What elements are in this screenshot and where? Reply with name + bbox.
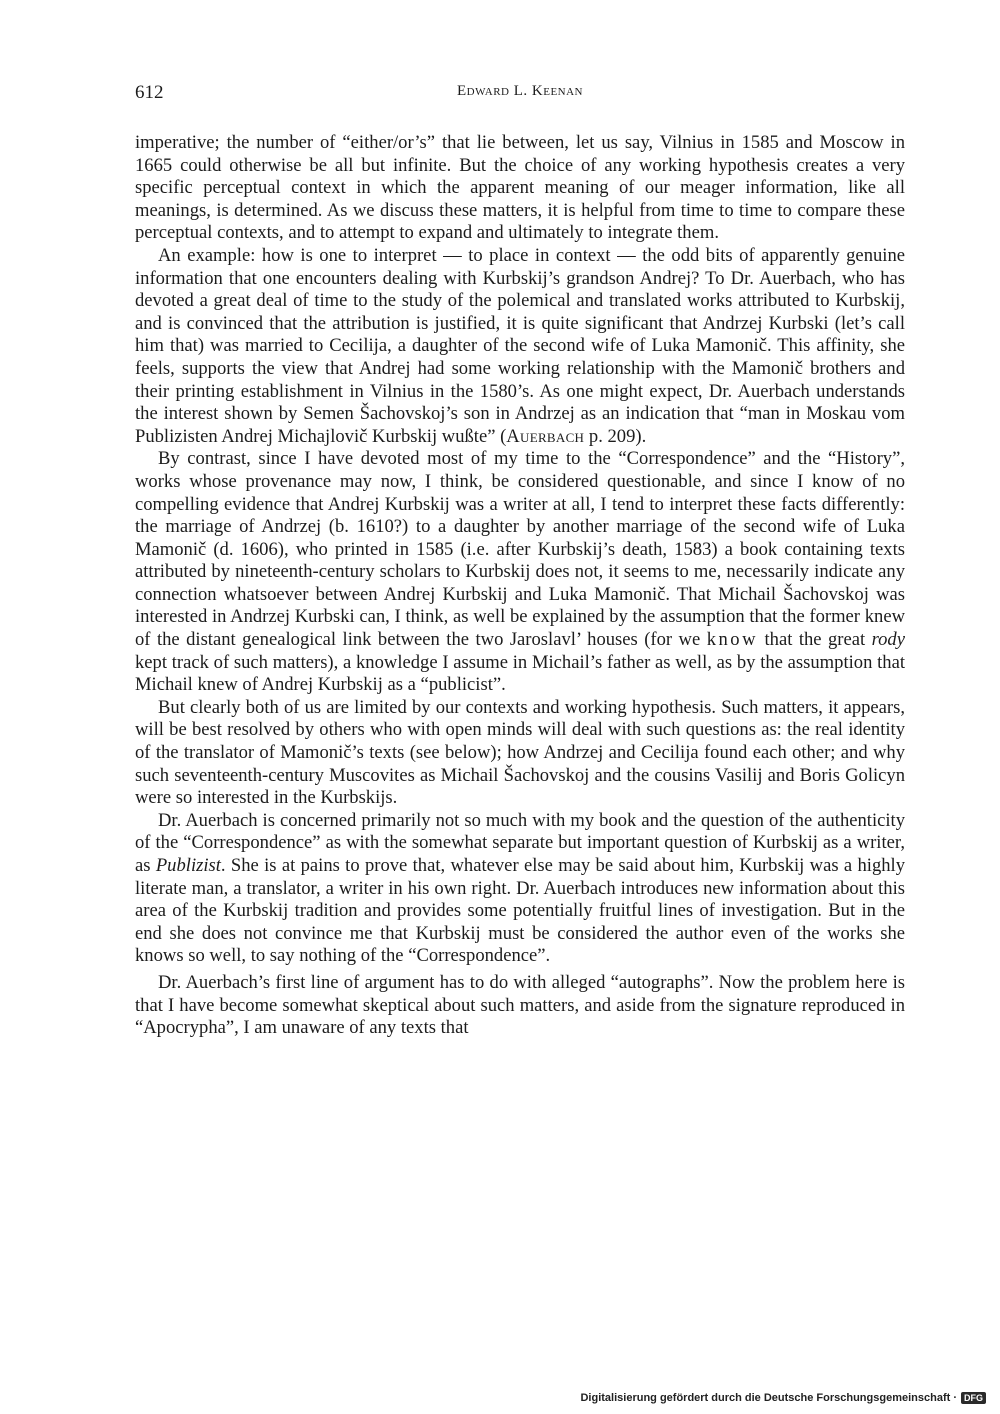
italic-publizist: Publizist (155, 855, 221, 876)
paragraph-5 (135, 810, 905, 968)
body-text (135, 132, 905, 1040)
paragraph-3 (135, 448, 905, 697)
running-head: Edward L. Keenan (456, 83, 583, 99)
paragraph-3-text-a: By contrast, since I have devoted most of my time to the “Correspondence” and the “History”, works whose provenance may now, I think, be considered questionable, and since I know of no compelling evidence that Andrej Kurbskij was a writer at all, I tend to interpret these facts differently: the marriage of Andrzej (b. 1610?) to a daughter by another marriage of the second wife of Luka Mamonič (d. 1606), who printed in 1585 (i.e. after Kurbskij’s death, 1583) a book containing texts attributed by nineteenth-century scholars to Kurbskij does not, it seems to me, necessarily indicate any connection whatsoever between Andrej Kurbskij and Luka Mamonič. That Michail Šachovskoj was interested in Andrzej Kurbski can, I think, as well be explained by the assumption that the former knew of the distant genealogical link between the two Jaroslavl’ houses (for we (135, 448, 905, 651)
italic-rody: rody (871, 629, 905, 651)
citation-auerbach: Auerbach (506, 425, 585, 447)
digitization-credit (580, 1392, 986, 1404)
paragraph-6: Dr. Auerbach’s first line of argument has to do with alleged “autographs”. Now the problem here is that I have become somewhat skeptical about such matters, and aside from the signature reproduced in “Apocrypha”, I am unaware of any texts that (135, 971, 905, 1039)
emphasis-know: know (706, 629, 759, 651)
paragraph-2 (135, 245, 905, 448)
credit-text: Digitalisierung gefördert durch die Deutsche Forschungsgemeinschaft · (580, 1392, 957, 1404)
paragraph-2-end: p. 209). (584, 425, 647, 447)
dfg-logo-icon: DFG (961, 1392, 986, 1404)
paragraph-4: But clearly both of us are limited by our contexts and working hypothesis. Such matters, it appears, will be best resolved by others who with open minds will deal with such questions as: the real identity of the translator of Mamonič’s texts (see below); how Andrzej and Cecilija found each other; and why such seventeenth-century Muscovites as Michail Šachovskoj and the cousins Vasilij and Boris Golicyn were so interested in the Kurbskijs. (135, 696, 905, 809)
page-number: 612 (135, 82, 164, 103)
paragraph-3-text-c: kept track of such matters), a knowledge I assume in Michail’s father as well, as by the assumption that Michail knew of Andrej Kurbskij as a “publicist”. (135, 651, 905, 696)
paragraph-3-text-b: that the great (758, 629, 872, 651)
page-header (135, 82, 905, 108)
paragraph-5-text-a: Dr. Auerbach is concerned primarily not so much with my book and the question of the authenticity of the “Correspondence” as with the somewhat separate but important question of Kurbskij as a writer, as (135, 809, 905, 876)
paragraph-1: imperative; the number of “either/or’s” that lie between, let us say, Vilnius in 1585 and Moscow in 1665 could otherwise be all but infinite. But the choice of any working hypothesis creates a very specific perceptual context in which the apparent meaning of our meager information, like all meanings, is determined. As we discuss these matters, it is helpful from time to time to compare these perceptual contexts, and to attempt to expand and ultimately to integrate them. (135, 132, 905, 244)
paragraph-2-text: An example: how is one to interpret — to place in context — the odd bits of apparently genuine information that one encounters dealing with Kurbskij’s grandson Andrej? To Dr. Auerbach, who has devoted a great deal of time to the study of the polemical and translated works attributed to Kurbskij, and is convinced that the attribution is justified, it is quite significant that Andrzej Kurbski (let’s call him that) was married to Cecilija, a daughter of the second wife of Luka Mamonič. This affinity, she feels, supports the view that Andrej had some working relationship with the Mamonič brothers and their printing establishment in Vilnius in the 1580’s. As one might expect, Dr. Auerbach understands the interest shown by Semen Šachovskoj’s son in Andrzej as an indication that “man in Moskau vom Publizisten Andrej Michajlovič Kurbskij wußte” ( (135, 244, 905, 447)
paragraph-5-text-b: . She is at pains to prove that, whatever else may be said about him, Kurbskij was a highly literate man, a translator, a writer in his own right. Dr. Auerbach introduces new information about this area of the Kurbskij tradition and provides some potentially fruitful lines of investigation. But in the end she does not convince me that Kurbskij must be considered the author even of the works she knows so well, to say nothing of the “Correspondence”. (135, 855, 905, 967)
